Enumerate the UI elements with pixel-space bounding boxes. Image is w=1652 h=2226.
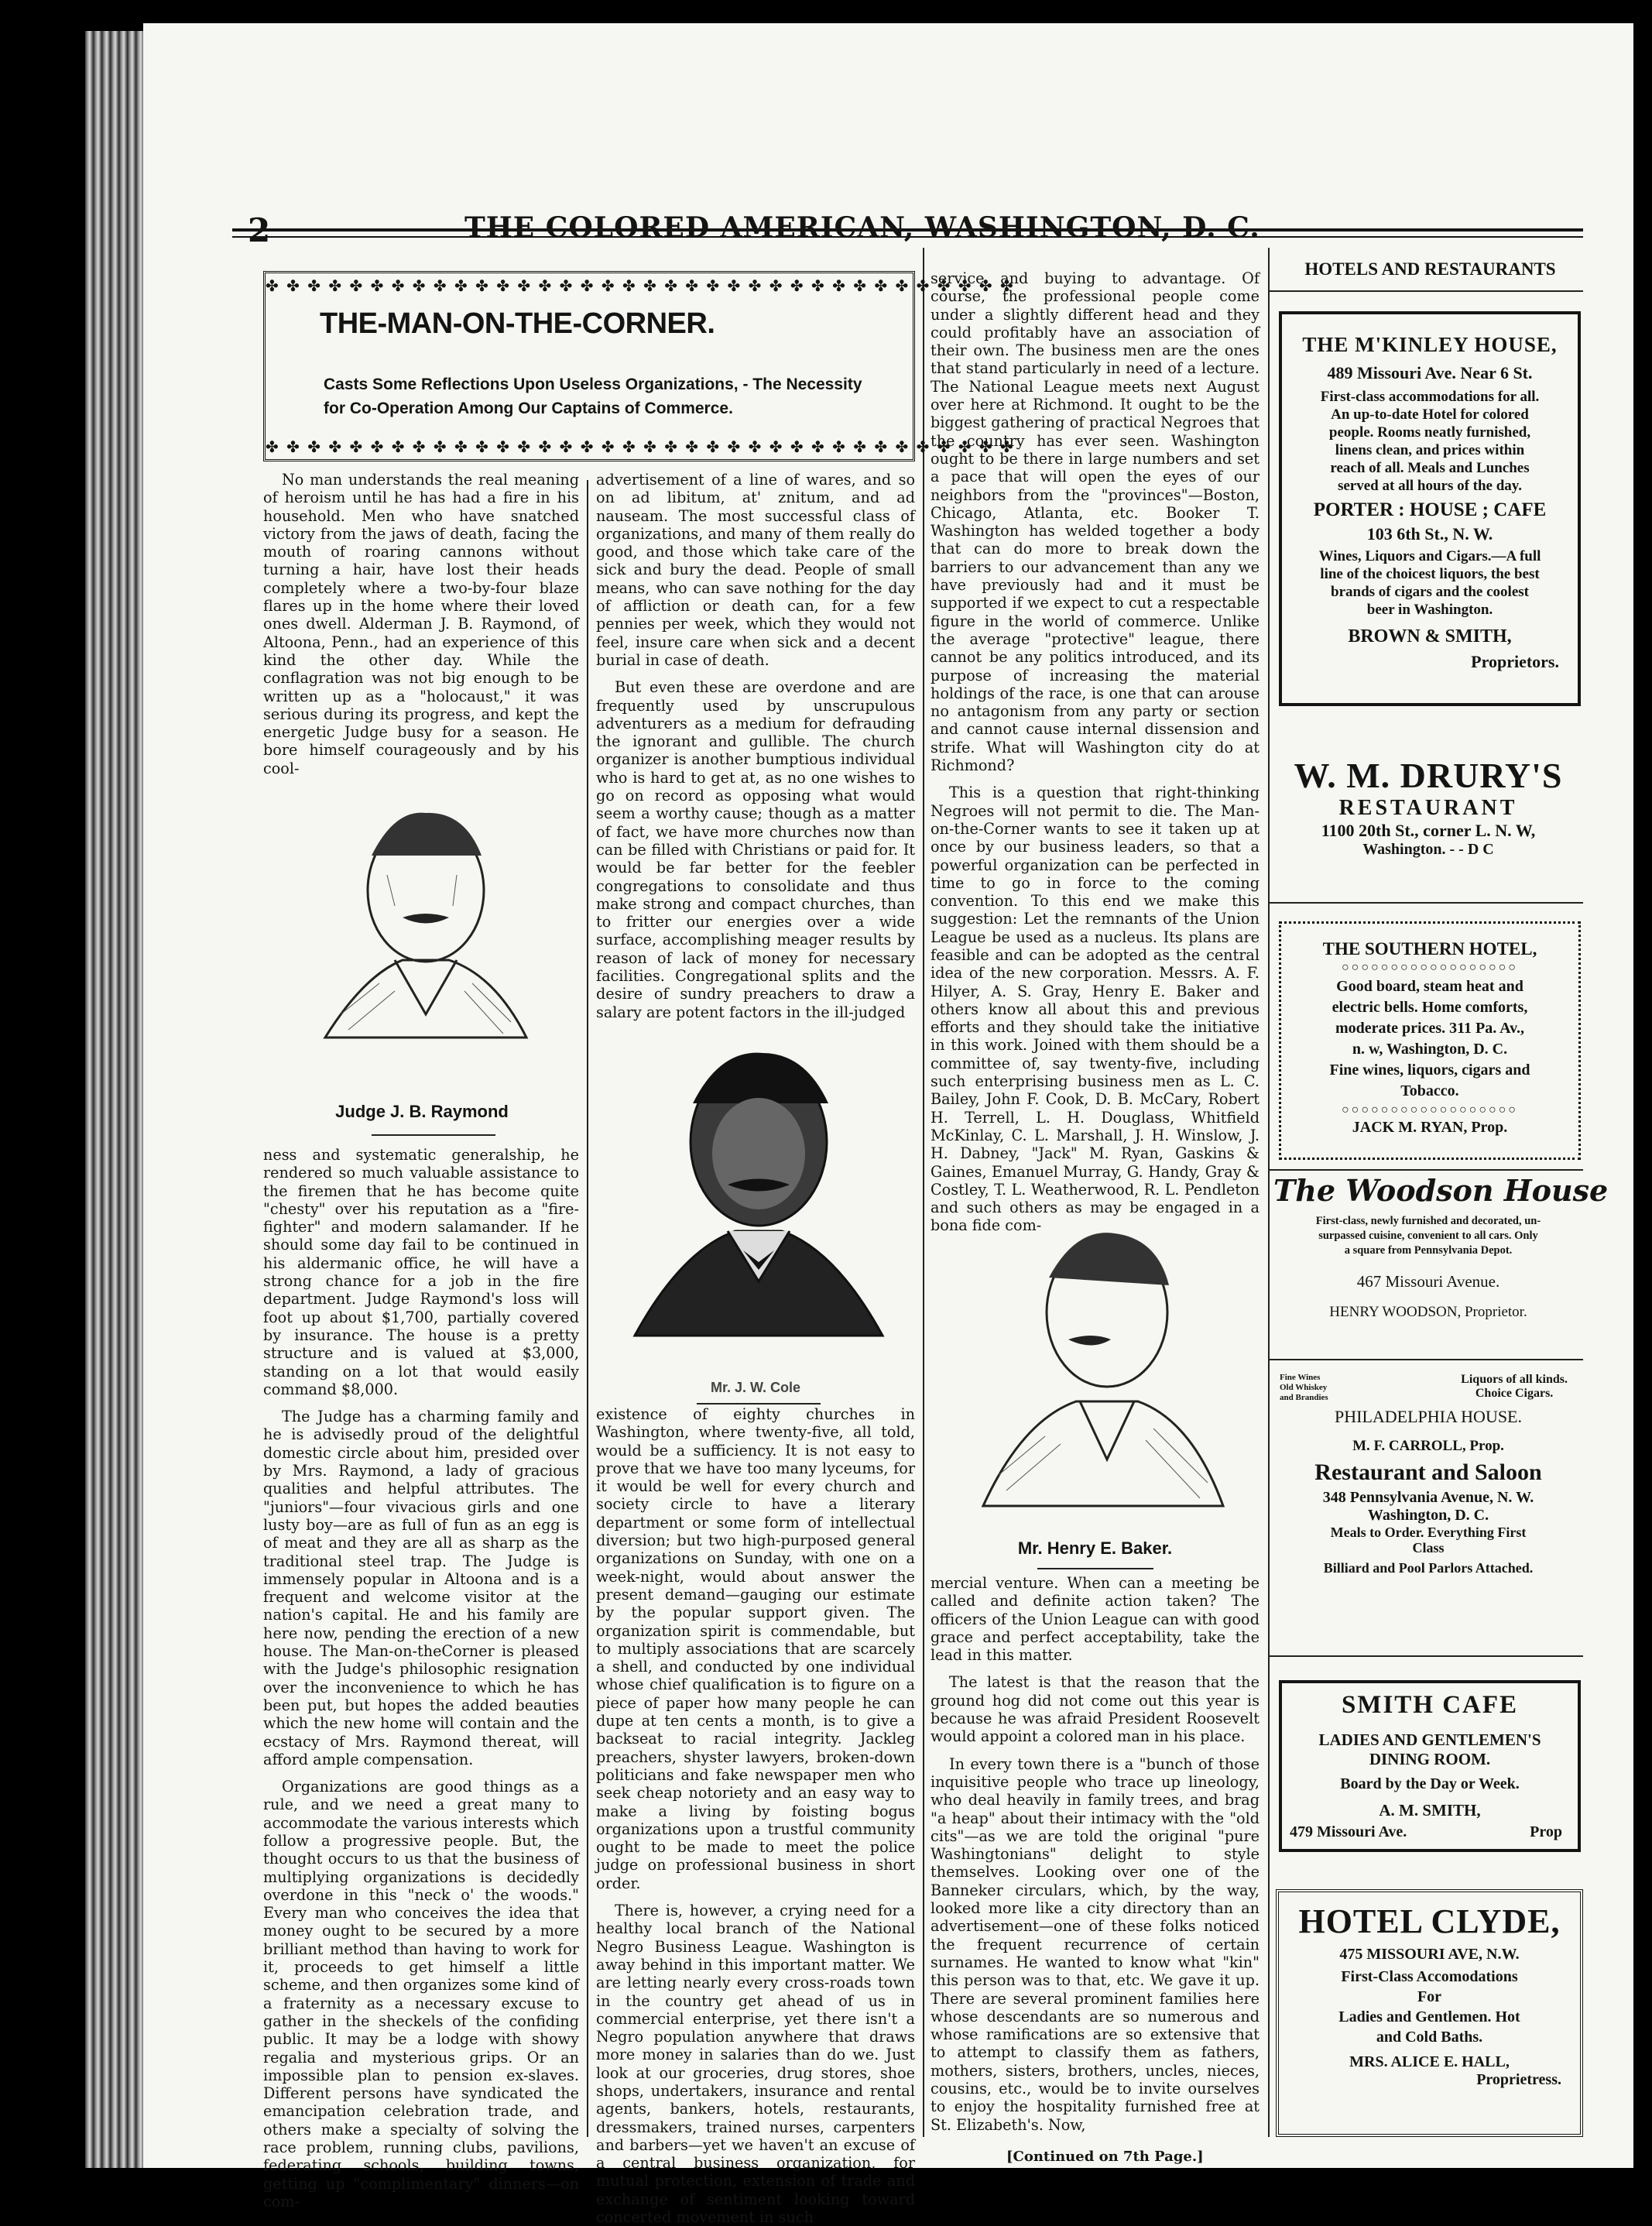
paragraph: The latest is that the reason that the ground hog did not come out this year is because he was afraid President Roosevelt would appoint a colored man in his place. [931, 1673, 1260, 1746]
ad-woodson-house [1273, 1173, 1609, 1321]
ad-line: and Cold Baths. [1376, 2029, 1483, 2046]
paragraph: In every town there is a "bunch of those inquisitive people who trace up lineology, who deal heavily in family trees, and brag "a heap" about their intimacy with the "old cits"—as we are told the original "pure Washingtonians" delight to style themselves. Looking over one of the Banneker circulars, which, by the way, looked more like a city directory than an advertisement—one of these folks noticed the frequent recurrence of certain surnames. He wanted to know what "kin" this person was to that, etc. We gave it up. There are several prominent families here whose descendants are so numerous and whose ramifications are so extensive that to attempt to classify them as fathers, mothers, sisters, brothers, uncles, nieces, cousins, etc., would be to invite ourselves to enjoy the hospitality furnished free at St. Elizabeth's. Now, [931, 1754, 1260, 2134]
ad-proprietor-title: Proprietress. [1476, 2071, 1561, 2088]
ad-hotel-clyde [1276, 1889, 1583, 2137]
ad-line: Good board, steam heat and [1336, 978, 1523, 995]
column-1-top [263, 471, 579, 777]
paragraph: mercial venture. When can a meeting be called and definite action taken? The officers of the Union League can with good grace and perfect acceptability, take the lead in this matter. [931, 1574, 1260, 1665]
continued-note: [Continued on 7th Page.] [1006, 2149, 1204, 2165]
paragraph: advertisement of a line of wares, and so on ad libitum, at' znitum, and ad nauseam. The most successful class of organizations, and many of them really do good, and those which take care of the sick and bury the dead. People of small means, who can save nothing for the day of affliction or death can, for a few pennies per week, which they would not feel, insure care when sick and a decent burial in case of death. [596, 471, 915, 669]
page-content [232, 23, 1609, 2226]
ad-line: and Brandies [1280, 1393, 1328, 1402]
ad-line: beer in Washington. [1366, 602, 1493, 618]
ad-line: electric bells. Home comforts, [1332, 999, 1528, 1016]
stacked-page-edges [85, 31, 151, 2168]
paragraph: This is a question that right-thinking Negroes will not permit to die. The Man-on-the-Corner wants to see it taken up at once by our business leaders, so that a powerful organization can be perfected in time to go in force to the coming convention. To this end we make this suggestion: Let the remnants of the Union League be used as a nucleus. Its plans are feasible and can be adopted as the central idea of the new corporation. Messrs. A. F. Hilyer, A. S. Gray, Henry E. Baker and others know all about this and previous efforts and they should take the initiative in this work. Joined with them should be a committee of, say twenty-five, including such enterprising business men as L. C. Bailey, John F. Cook, D. B. McCary, Robert H. Terrell, L. H. Douglass, Whitfield McKinlay, C. L. Marshall, J. H. Winslow, J. H. Dabney, "Jack" M. Ryan, Gaskins & Gaines, Emanuel Murray, G. Handy, Gray & Costley, T. L. Weatherwood, R. L. Pendleton and such others as may be engaged in a bona fide com- [931, 784, 1260, 1235]
ad-small-left [1280, 1373, 1328, 1403]
ad-body [1282, 388, 1578, 495]
ad-small-right [1461, 1373, 1568, 1401]
ad-line: Wines, Liquors and Cigars.—A full [1318, 548, 1541, 564]
ad-owners: BROWN & SMITH, [1348, 626, 1512, 647]
ad-line: people. Rooms neatly furnished, [1328, 424, 1531, 441]
ad-southern-hotel [1279, 921, 1581, 1160]
ad-smith-cafe [1279, 1680, 1581, 1852]
paragraph: No man understands the real meaning of heroism until he has had a fire in his household. Men who have snatched victory from the jaws of death, facing the mouth of roaring cannons without turning a hair, have lost their heads completely where a two-by-four blaze flares up in the home where their loved ones dwell. Alderman J. B. Raymond, of Altoona, Penn., had an experience of this kind the other day. While the conflagration was not big enough to be written up as a "holocaust," it was serious during its progress, and kept the energetic Judge busy for a season. He bore himself courageously and by his cool- [263, 471, 579, 777]
ad-line: Fine Wines [1280, 1373, 1321, 1382]
ad-title: SMITH CAFE [1341, 1691, 1519, 1719]
ads-section-heading: HOTELS AND RESTAURANTS [1304, 259, 1556, 279]
divider [1037, 1568, 1153, 1569]
paragraph: But even these are overdone and are frequently used by unscrupulous adventurers as a medium for defrauding the ignorant and gullible. The church organizer is another bumptious individual who is hard to get at, as no one wishes to go on record as opposing what would seem a worthy cause; though as a matter of fact, we have more churches now than can be filled with Christians or paid for. It would be far better for the feebler congregations to consolidate and thus make strong and compact churches, than to fritter our energies over a wide surface, accomplishing meager results by reason of lack of money for necessary facilities. Congregational splits and the desire of sundry preachers to draw a salary are potent factors in the ill-judged [596, 678, 915, 1021]
divider [372, 1134, 495, 1136]
ad-line: First-class accommodations for all. [1320, 389, 1540, 405]
ad-top-row [1273, 1367, 1583, 1407]
ad-line: First-class, newly furnished and decorated, un- [1315, 1215, 1541, 1227]
ad-address: 475 MISSOURI AVE, N.W. [1339, 1946, 1520, 1963]
ad-title: HOTEL CLYDE, [1298, 1902, 1561, 1940]
portrait-caption-middle: Mr. J. W. Cole [710, 1380, 801, 1395]
ornament-border-bottom: ✤ ✤ ✤ ✤ ✤ ✤ ✤ ✤ ✤ ✤ ✤ ✤ ✤ ✤ ✤ ✤ ✤ ✤ ✤ ✤ ✤ ✤ ✤ ✤ ✤ ✤ ✤ ✤ ✤ ✤ ✤ ✤ ✤ ✤ ✤ ✤ [266, 437, 1015, 456]
ad-line: Old Whiskey [1280, 1383, 1328, 1392]
ad-address: 1100 20th St., corner L. N. W, [1321, 821, 1536, 840]
paragraph: service and buying to advantage. Of course, the professional people come under a slightly different head and they could profitably have an association of their own. The business men are the ones that stand particularly in need of a lecture. The National League meets next August over here at Richmond. It ought to be the biggest gathering of practical Negroes that the country has ever seen. Washington ought to be there in large numbers and set a pace that will open the eyes of our neighbors from the "provinces"—Boston, Chicago, Atlanta, etc. Booker T. Washington has welded together a body that can do more to break down the barriers to our advancement than any we have previously had and it must be supported if we expect to cut a respectable figure in the world of commerce. Unlike the average "protective" league, there cannot be any politics introduced, and its purpose of increasing the material holdings of the race, is one that can arouse no antagonism from any party or section and cannot cause internal dissension and strife. What will Washington city do at Richmond? [931, 269, 1260, 775]
ad-line: Choice Cigars. [1475, 1387, 1554, 1400]
masthead-rule-thin [232, 236, 1583, 238]
ad-proprietor: M. F. CARROLL, Prop. [1352, 1438, 1504, 1454]
portrait-judge-raymond [279, 782, 573, 1092]
ad-city: Washington, D. C. [1367, 1507, 1489, 1524]
page-number: 2 [248, 211, 271, 249]
newspaper-title: THE COLORED AMERICAN, WASHINGTON, D. C. [464, 211, 1260, 244]
column-1-bottom [263, 1146, 579, 2211]
divider [1270, 290, 1583, 292]
ad-address: 479 Missouri Ave. [1290, 1823, 1407, 1840]
ad-title: The Woodson House [1273, 1173, 1609, 1208]
paragraph: ness and systematic generalship, he rendered so much valuable assistance to the firemen that he has become quite "chesty" over his reputation as a "fire-fighter" and modern salamander. If he should some day fail to be continued in his aldermanic office, he will have a strong chance for a job in the fire department. Judge Raymond's loss will foot up about $1,700, partially covered by insurance. The house is a pretty structure and is valued at $3,000, standing on a lot that would easily command $8,000. [263, 1146, 579, 1398]
ad-owner: A. M. SMITH, [1379, 1801, 1481, 1820]
ad-address-row [1282, 1823, 1578, 1844]
ad-line: linens clean, and prices within [1335, 442, 1525, 458]
ad-line: An up-to-date Hotel for colored [1331, 406, 1529, 423]
ad-line: Meals to Order. Everything First [1330, 1525, 1527, 1540]
masthead-rule [232, 228, 1583, 232]
paragraph: There is, however, a crying need for a healthy local branch of the National Negro Business League. Washington is away behind in this important matter. We are letting nearly every cross-roads town in the country get ahead of us in commercial enterprise, yet there isn't a Negro population anywhere that draws more money in salaries than do we. Just look at our groceries, drug stores, shoe shops, undertakers, insurance and rental agents, bankers, hotels, restaurants, dressmakers, trained nurses, carpenters and barbers—yet we haven't an excuse of a central business organization, for mutual protection, extension of trade and exchange of sentiment looking toward concerted movement in such [596, 1902, 915, 2226]
newspaper-sheet [143, 23, 1633, 2226]
ad-mckinley-house [1279, 311, 1581, 706]
ad-line: First-Class Accomodations [1341, 1968, 1518, 1985]
column-2-bottom [596, 1405, 915, 2226]
ad-address: 489 Missouri Ave. Near 6 St. [1327, 363, 1533, 382]
column-3-bottom [931, 1574, 1260, 2139]
ad-line: moderate prices. 311 Pa. Av., [1335, 1020, 1525, 1037]
ad-body [1279, 1967, 1580, 2047]
portrait-middle [604, 1018, 913, 1382]
ad-cafe-body [1282, 547, 1578, 619]
ad-ornament: ○○○○○○○○○○○○○○○○○○ [1342, 961, 1518, 974]
ad-line: surpassed cuisine, convenient to all cars. Only [1318, 1230, 1538, 1242]
ad-address: 348 Pennsylvania Avenue, N. W. [1322, 1489, 1534, 1506]
ad-line: Tobacco. [1400, 1082, 1459, 1099]
ad-cafe-address: 103 6th St., N. W. [1366, 524, 1493, 544]
column-3-top [931, 269, 1260, 1235]
paragraph: existence of eighty churches in Washington, where twenty-five, all told, would be a sufficiency. It is not easy to prove that we have too many lyceums, for it would be well for every church and society circle to have a literary department or some form of intellectual diversion; but two high-purposed general organizations on Sunday, with one on a week-night, would about answer the present demand—gauging our estimate by the popular support given. The organization spirit is commendable, but to multiply associations that are scarcely a shell, and conducted by one individual whose chief qualification is to figure on a piece of paper how many people he can dupe at ten cents a month, is to give a backseat to racial integrity. Jackleg preachers, shyster lawyers, broken-down politicians and fake newspaper men who seek cheap notoriety and an easy way to make a living by foisting bogus organizations upon a trustful community ought to be made to meet the police judge on professional business in short order. [596, 1405, 915, 1892]
column-rule [923, 248, 924, 2137]
ad-body [1273, 1214, 1583, 1258]
ad-ornament: ○○○○○○○○○○○○○○○○○○ [1342, 1103, 1518, 1116]
ad-body [1273, 1525, 1583, 1555]
ad-subtitle: RESTAURANT [1338, 796, 1518, 820]
ad-extra: Billiard and Pool Parlors Attached. [1323, 1560, 1534, 1576]
ad-proprietor: HENRY WOODSON, Proprietor. [1329, 1304, 1527, 1320]
feature-subtitle: Casts Some Reflections Upon Useless Organizations, - The Necessity for Co-Operation Among Our Captains of Commerce. [324, 376, 862, 417]
ad-line: For [1417, 1988, 1442, 2005]
ad-board: Board by the Day or Week. [1340, 1775, 1520, 1792]
ad-body [1281, 976, 1578, 1102]
paragraph: The Judge has a charming family and he is advisedly proud of the delightful domestic circle about him, presided over by Mrs. Raymond, a lady of gracious qualities and helpful attributes. The "juniors"—four vivacious girls and one lusty boy—are as full of fun as an egg is of meat and they are all as sharp as the traditional steel trap. The Judge is immensely popular in Altoona and is a frequent and welcome visitor at the nation's capital. He and his family are here now, pending the erection of a new house. The Man-on-theCorner is pleased with the Judge's philosophic resignation over the inconvenience to which he has been put, but hopes the added beauties which the new home will contain and the ecstacy of Mrs. Raymond thereat, will afford ample compensation. [263, 1408, 579, 1768]
divider [1270, 1655, 1583, 1657]
ad-philadelphia-house [1273, 1367, 1583, 1576]
ad-subtitle-2: DINING ROOM. [1369, 1750, 1491, 1768]
feature-title: THE-MAN-ON-THE-CORNER. [320, 307, 715, 340]
ad-line: reach of all. Meals and Lunches [1330, 460, 1530, 476]
ad-line: Liquors of all kinds. [1461, 1373, 1568, 1386]
ad-owners-title: Proprietors. [1471, 652, 1559, 671]
ad-address: 467 Missouri Avenue. [1356, 1272, 1500, 1291]
masthead [232, 197, 1583, 249]
ad-title: PHILADELPHIA HOUSE. [1335, 1407, 1522, 1426]
ad-drurys-restaurant [1273, 755, 1583, 859]
ad-line: a square from Pennsylvania Depot. [1344, 1244, 1513, 1257]
ad-proprietor: Prop [1530, 1823, 1562, 1840]
column-2-top [596, 471, 915, 1021]
ad-line: Ladies and Gentlemen. Hot [1338, 2008, 1520, 2025]
divider [1270, 902, 1583, 904]
column-rule [587, 480, 588, 2137]
ad-subtitle: LADIES AND GENTLEMEN'S [1318, 1730, 1541, 1749]
divider [697, 1403, 821, 1405]
ad-line: Class [1412, 1540, 1445, 1555]
divider [1270, 1169, 1583, 1171]
ad-proprietor: JACK M. RYAN, Prop. [1352, 1119, 1508, 1136]
ad-title: THE SOUTHERN HOTEL, [1322, 939, 1537, 959]
ornament-border-top: ✤ ✤ ✤ ✤ ✤ ✤ ✤ ✤ ✤ ✤ ✤ ✤ ✤ ✤ ✤ ✤ ✤ ✤ ✤ ✤ ✤ ✤ ✤ ✤ ✤ ✤ ✤ ✤ ✤ ✤ ✤ ✤ ✤ ✤ ✤ ✤ [266, 276, 1015, 295]
ad-line: Fine wines, liquors, cigars and [1329, 1062, 1530, 1079]
portrait-caption-raymond: Judge J. B. Raymond [335, 1102, 509, 1121]
portrait-henry-e-baker [952, 1212, 1246, 1537]
ad-line: brands of cigars and the coolest [1331, 584, 1529, 600]
ad-city: Washington. - - D C [1362, 841, 1494, 858]
ad-title: W. M. DRURY'S [1294, 756, 1563, 795]
ad-line: line of the choicest liquors, the best [1320, 566, 1540, 582]
ad-line: served at all hours of the day. [1337, 478, 1523, 494]
ad-kind: Restaurant and Saloon [1314, 1459, 1542, 1485]
paragraph: Organizations are good things as a rule, and we need a great many to accommodate the various interests which follow a progressive people. But, the thought occurs to us that the business of multiplying organizations is decidedly overdone in this "neck o' the woods." Every man who conceives the idea that money ought to be secured by a more brilliant method than having to work for it, proceeds to get himself a little scheme, and then organizes some kind of a fraternity as a necessary excuse to gather in the sheckels of the confiding public. It may be a lodge with showy regalia and mysterious grips. Or an impossible plan to pension ex-slaves. Different persons have syndicated the emancipation celebration trade, and others make a specialty of solving the race problem, running clubs, pavilions, federating schools, building towns, getting up "complimentary" dinners—on com- [263, 1778, 579, 2211]
divider [1270, 1359, 1583, 1360]
ad-proprietor: MRS. ALICE E. HALL, [1349, 2053, 1510, 2070]
ad-cafe-name: PORTER : HOUSE ; CAFE [1313, 499, 1547, 520]
ad-title: THE M'KINLEY HOUSE, [1302, 333, 1558, 356]
feature-header [263, 271, 1015, 461]
column-rule [1268, 248, 1270, 2137]
portrait-caption-baker: Mr. Henry E. Baker. [1017, 1538, 1173, 1558]
ad-line: n. w, Washington, D. C. [1352, 1041, 1508, 1058]
